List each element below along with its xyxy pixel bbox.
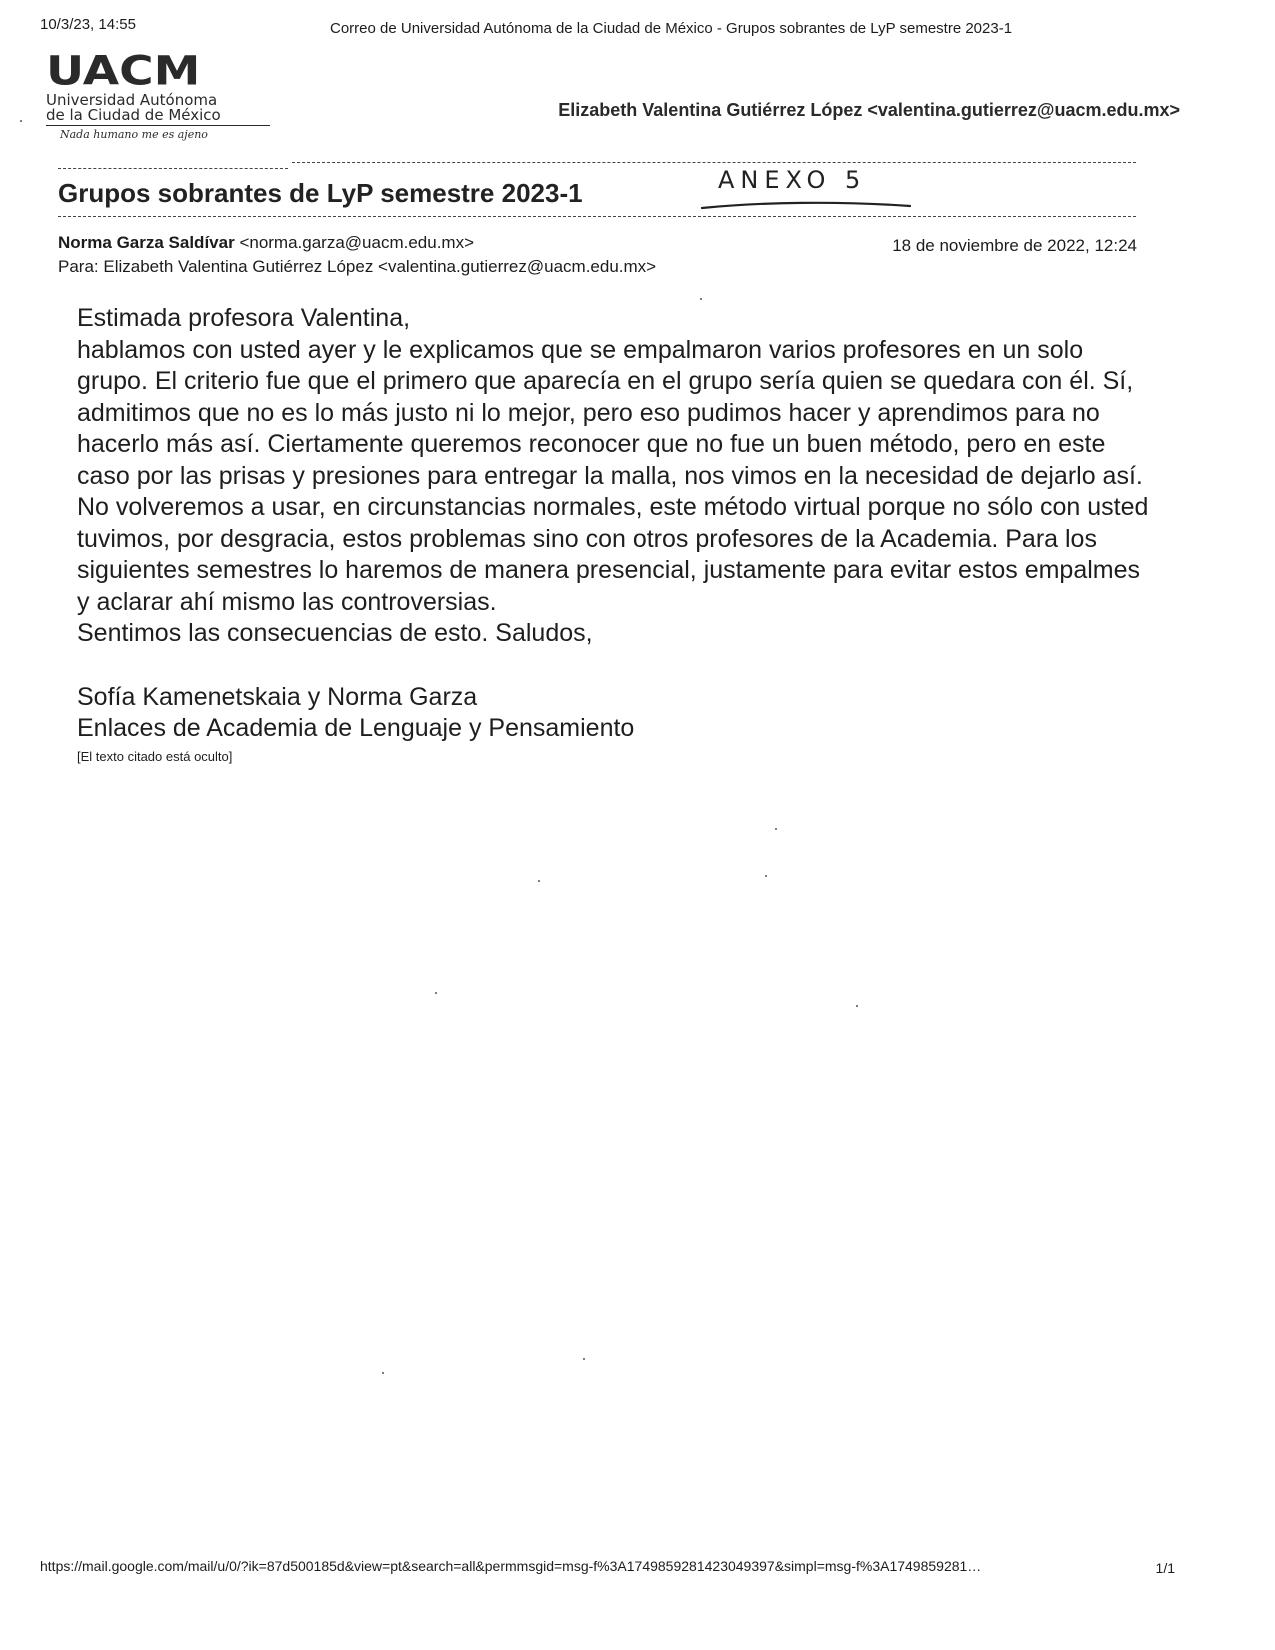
- quoted-text-toggle[interactable]: [El texto citado está oculto]: [77, 748, 233, 764]
- signature-block: [77, 682, 1157, 745]
- sender-name: Norma Garza Saldívar: [58, 233, 235, 252]
- header-divider-left: [58, 168, 288, 169]
- email-date: 18 de noviembre de 2022, 12:24: [892, 236, 1137, 255]
- print-window-title: Correo de Universidad Autónoma de la Ciudad de México - Grupos sobrantes de LyP semestre 2023-1: [330, 20, 1013, 37]
- print-datetime: 10/3/23, 14:55: [40, 16, 136, 33]
- footer-page-number: 1/1: [1155, 1560, 1175, 1576]
- scan-speck: [382, 1372, 384, 1374]
- logo-motto: Nada humano me es ajeno: [60, 128, 208, 141]
- scan-speck: [775, 828, 777, 830]
- handwritten-annex-label: ANEXO 5: [718, 166, 867, 194]
- signature-role: Enlaces de Academia de Lenguaje y Pensamiento: [77, 714, 635, 742]
- account-header: Elizabeth Valentina Gutiérrez López <valentina.gutierrez@uacm.edu.mx>: [558, 100, 1180, 120]
- logo-acronym: UACM: [46, 47, 201, 95]
- email-paragraph: hablamos con usted ayer y le explicamos que se empalmaron varios profesores en un solo grupo. El criterio fue que el primero que aparecía en el grupo sería quien se quedara con él. Sí, admitimos que no es lo más justo ni lo mejor, pero eso pudimos hacer y aprendimos para no hacerlo más así. Ciertamente queremos reconocer que no fue un buen método, pero en este caso por las prisas y presiones para entregar la malla, nos vimos en la necesidad de dejarlo así. No volveremos a usar, en circunstancias normales, este método virtual porque no sólo con usted tuvimos, por desgracia, estos problemas sino con otros profesores de la Academia. Para los siguientes semestres lo haremos de manera presencial, justamente para evitar estos empalmes y aclarar ahí mismo las controversias.: [77, 335, 1149, 616]
- logo-name-line2: de la Ciudad de México: [46, 106, 221, 124]
- email-closing: Sentimos las consecuencias de esto. Saludos,: [77, 619, 593, 647]
- subject-divider: [58, 216, 1136, 217]
- scan-speck: [435, 992, 437, 994]
- header-divider: [292, 162, 1136, 163]
- sender-line: [58, 233, 474, 253]
- email-subject: Grupos sobrantes de LyP semestre 2023-1: [58, 178, 583, 208]
- logo-name-line1: Universidad Autónoma: [46, 91, 218, 109]
- recipient-line: Para: Elizabeth Valentina Gutiérrez López <valentina.gutierrez@uacm.edu.mx>: [58, 257, 657, 276]
- email-greeting: Estimada profesora Valentina,: [77, 304, 411, 332]
- handwritten-underline: [700, 200, 920, 214]
- scan-speck: [538, 880, 540, 882]
- scan-speck: [583, 1358, 585, 1360]
- signature-names: Sofía Kamenetskaia y Norma Garza: [77, 682, 478, 711]
- scan-speck: [765, 875, 767, 877]
- uacm-logo: [46, 47, 276, 141]
- logo-divider: [46, 125, 270, 126]
- sender-email: <norma.garza@uacm.edu.mx>: [239, 233, 475, 252]
- scan-speck: [700, 298, 702, 300]
- scan-speck: [20, 120, 22, 122]
- footer-url: https://mail.google.com/mail/u/0/?ik=87d500185d&view=pt&search=all&permmsgid=msg-f%3A1749859281423049397&simpl=msg-f%3A1749859281…: [40, 1558, 982, 1574]
- scan-speck: [856, 1005, 858, 1007]
- email-body: [77, 303, 1157, 765]
